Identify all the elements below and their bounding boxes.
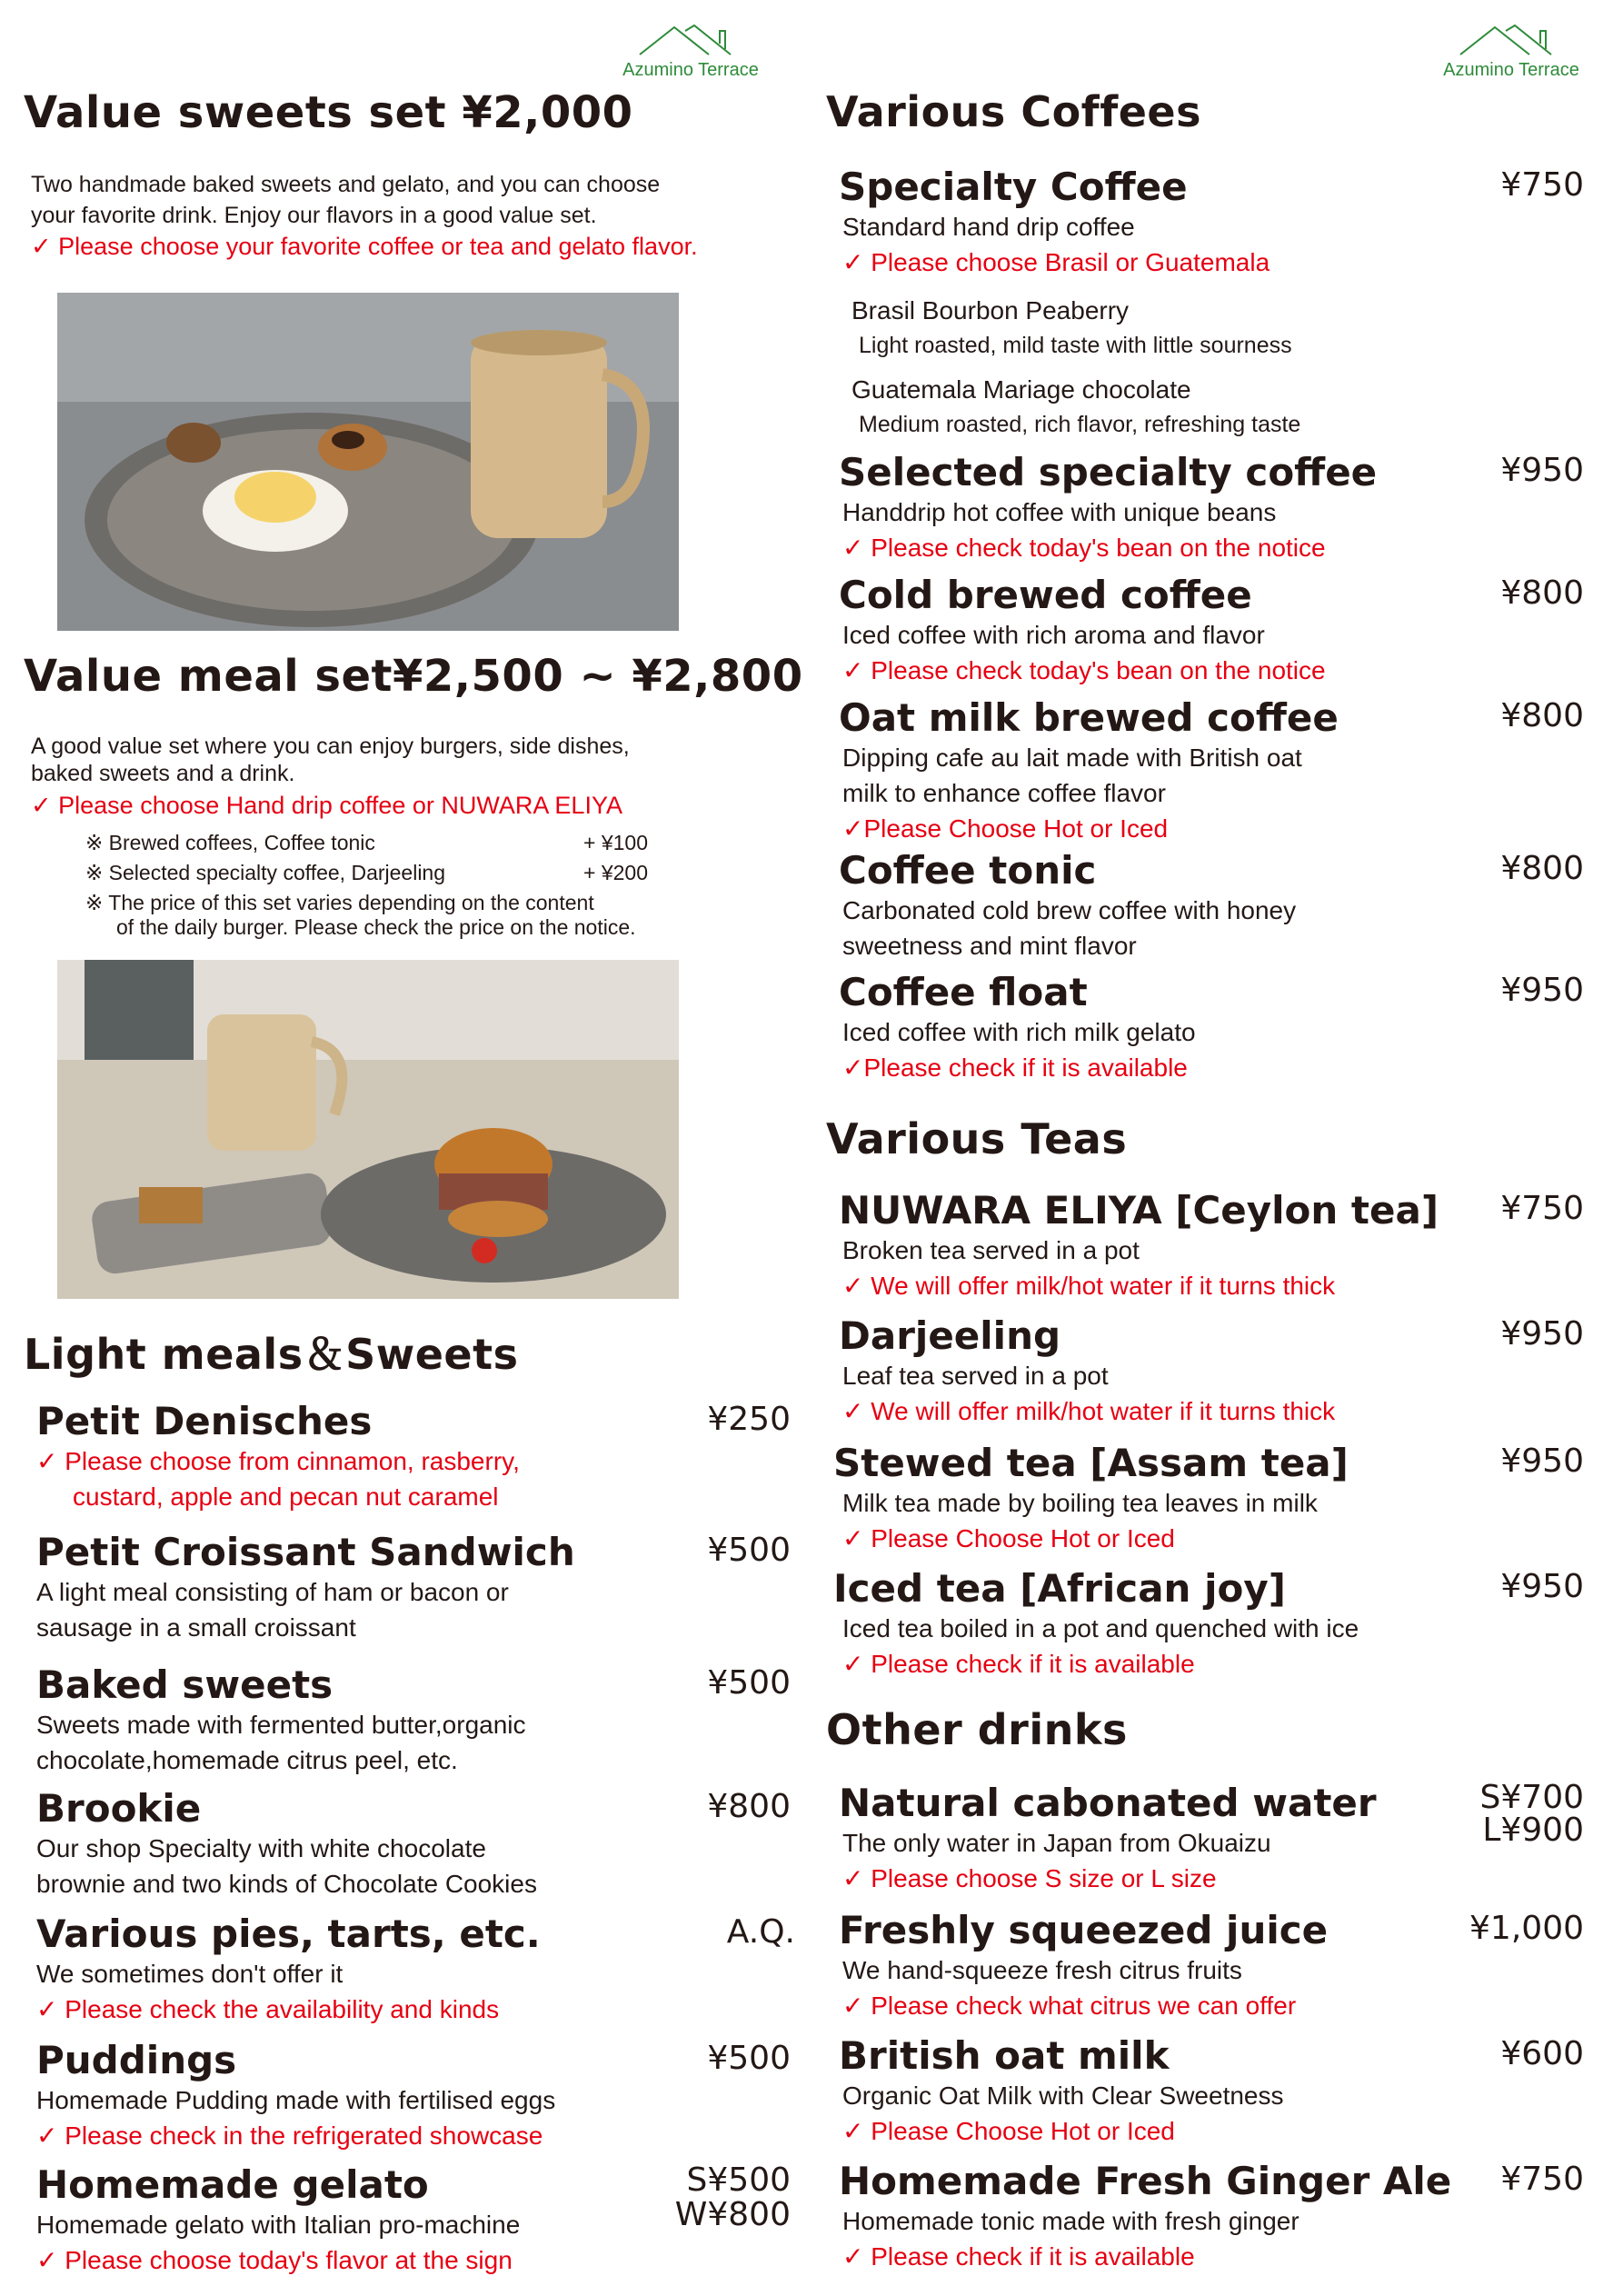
item-price	[675, 2163, 791, 2232]
item-price: ¥950	[1500, 1442, 1584, 1480]
menu-item	[839, 574, 1584, 688]
item-price: ¥250	[707, 1401, 791, 1438]
menu-item	[36, 1912, 795, 2027]
item-price: ¥500	[707, 2040, 791, 2077]
item-note: ✓ We will offer milk/hot water if it turns thick	[842, 1272, 1336, 1300]
item-name: Oat milk brewed coffee	[839, 695, 1339, 740]
check-icon: ✓	[842, 656, 864, 684]
item-note: ✓ Please check what citrus we can offer	[842, 1992, 1297, 2020]
menu-item	[839, 849, 1584, 963]
item-price: ¥950	[1500, 1568, 1584, 1605]
description-line: your favorite drink. Enjoy our flavors in a good value set.	[31, 203, 597, 228]
item-description: Iced coffee with rich aroma and flavor	[842, 621, 1265, 649]
item-description: Homemade Pudding made with fertilised eggs	[36, 2086, 556, 2114]
check-icon: ✓	[842, 2117, 864, 2145]
bean-description: Light roasted, mild taste with little sourness	[859, 333, 1292, 358]
item-description: A light meal consisting of ham or bacon or	[36, 1578, 509, 1606]
item-note: ✓ Please Choose Hot or Iced	[842, 2117, 1175, 2145]
item-note: ✓ Please check today's bean on the notice	[842, 656, 1326, 684]
item-note: ✓ Please check in the refrigerated showcase	[36, 2121, 543, 2150]
item-name: Iced tea [African joy]	[833, 1566, 1286, 1611]
item-name: Petit Denisches	[36, 1399, 373, 1443]
value-meal-description	[31, 733, 630, 824]
item-description: Milk tea made by boiling tea leaves in milk	[842, 1489, 1318, 1517]
menu-item	[839, 1779, 1584, 1896]
menu-item	[839, 1189, 1584, 1303]
menu-item	[839, 1909, 1584, 2023]
surcharge-price: + ¥200	[583, 861, 648, 884]
item-name: Petit Croissant Sandwich	[36, 1530, 575, 1574]
item-description: We sometimes don't offer it	[36, 1960, 344, 1988]
item-name: Coffee tonic	[839, 848, 1097, 893]
item-price: ¥750	[1500, 166, 1584, 204]
value-sweets-title: Value sweets set ¥2,000	[24, 87, 633, 138]
item-description: Sweets made with fermented butter,organic	[36, 1711, 526, 1739]
item-name: Baked sweets	[36, 1662, 334, 1707]
check-icon: ✓	[842, 248, 864, 276]
price-note: ※ The price of this set varies depending on the content	[85, 891, 594, 914]
brand-logo	[1429, 24, 1593, 81]
item-name: Specialty Coffee	[839, 165, 1188, 209]
item-note: ✓ Please choose Brasil or Guatemala	[842, 248, 1270, 276]
item-note: ✓ Please choose today's flavor at the sign	[36, 2246, 513, 2274]
bean-option	[851, 372, 1300, 441]
item-name: Homemade gelato	[36, 2162, 429, 2207]
item-note: ✓ Please choose from cinnamon, rasberry,	[36, 1447, 520, 1475]
bean-option	[851, 293, 1292, 362]
coffees-title: Various Coffees	[826, 87, 1201, 136]
check-icon: ✓	[36, 2246, 58, 2274]
item-price: ¥600	[1500, 2035, 1584, 2072]
reference-mark: ※	[85, 831, 104, 854]
item-price: ¥750	[1500, 2161, 1584, 2198]
item-note-continued: custard, apple and pecan nut caramel	[73, 1482, 499, 1511]
price-large: L¥900	[1482, 1812, 1584, 1849]
item-note: ✓ Please check the availability and kinds	[36, 1995, 500, 2023]
item-name: NUWARA ELIYA [Ceylon tea]	[839, 1188, 1439, 1233]
menu-item	[839, 2160, 1584, 2274]
item-description: Our shop Specialty with white chocolate	[36, 1834, 486, 1862]
value-sweets-note: ✓ Please choose your favorite coffee or tea and gelato flavor.	[31, 233, 698, 260]
surcharge-row: ※ Selected specialty coffee, Darjeeling + ¥200	[85, 861, 648, 884]
menu-item	[36, 1663, 791, 1778]
item-name: Natural cabonated water	[839, 1781, 1377, 1825]
menu-item	[833, 1442, 1584, 1556]
other-drinks-title: Other drinks	[826, 1705, 1128, 1754]
menu-item	[839, 696, 1584, 846]
menu-item	[839, 451, 1584, 565]
price-small: S¥700	[1479, 1779, 1584, 1816]
item-name: Selected specialty coffee	[839, 450, 1378, 494]
menu-item	[833, 1567, 1584, 1682]
menu-item	[839, 2034, 1584, 2149]
menu-item	[36, 1531, 791, 1645]
item-price: ¥1,000	[1469, 1910, 1584, 1947]
check-icon: ✓	[842, 1053, 864, 1082]
reference-mark: ※	[85, 861, 104, 884]
menu-item	[36, 2039, 791, 2153]
check-icon: ✓	[842, 2242, 864, 2271]
price-large: W¥800	[674, 2196, 791, 2233]
house-roof-icon	[636, 24, 745, 56]
item-name: Freshly squeezed juice	[839, 1908, 1329, 1952]
item-price: A.Q.	[726, 1913, 795, 1951]
value-meal-note: ✓ Please choose Hand drip coffee or NUWARA ELIYA	[31, 792, 622, 819]
item-name: Homemade Fresh Ginger Ale	[839, 2159, 1452, 2203]
check-icon: ✓	[31, 792, 52, 819]
teas-title: Various Teas	[826, 1114, 1128, 1163]
item-note: ✓ Please Choose Hot or Iced	[842, 1524, 1175, 1552]
item-description: Iced coffee with rich milk gelato	[842, 1018, 1196, 1046]
surcharge-price: + ¥100	[583, 831, 648, 854]
item-name: Various pies, tarts, etc.	[36, 1912, 541, 1956]
check-icon: ✓	[842, 1272, 864, 1300]
value-meal-title: Value meal set¥2,500 ~ ¥2,800	[24, 651, 803, 702]
item-price: ¥800	[707, 1788, 791, 1825]
check-icon: ✓	[842, 1864, 864, 1892]
item-price: ¥750	[1500, 1190, 1584, 1227]
item-description: sausage in a small croissant	[36, 1613, 356, 1642]
item-price: ¥950	[1500, 972, 1584, 1009]
item-price: ¥800	[1500, 850, 1584, 887]
check-icon: ✓	[36, 1447, 58, 1475]
check-icon: ✓	[842, 1650, 864, 1678]
item-description: The only water in Japan from Okuaizu	[842, 1829, 1271, 1857]
item-description: brownie and two kinds of Chocolate Cookies	[36, 1870, 537, 1898]
item-note: ✓ We will offer milk/hot water if it turns thick	[842, 1397, 1336, 1425]
item-description: Dipping cafe au lait made with British oat	[842, 744, 1302, 772]
item-description: milk to enhance coffee flavor	[842, 779, 1166, 807]
item-description: sweetness and mint flavor	[842, 932, 1137, 960]
menu-item	[839, 165, 1584, 280]
menu-item	[36, 2163, 791, 2278]
price-small: S¥500	[686, 2161, 791, 2199]
check-icon: ✓	[842, 1992, 864, 2020]
item-name: British oat milk	[839, 2033, 1170, 2078]
description-line: baked sweets and a drink.	[31, 761, 295, 786]
item-description: Homemade tonic made with fresh ginger	[842, 2207, 1299, 2235]
bean-name: Brasil Bourbon Peaberry	[851, 296, 1130, 324]
item-price: ¥800	[1500, 574, 1584, 612]
item-description: Organic Oat Milk with Clear Sweetness	[842, 2081, 1284, 2110]
brand-name: Azumino Terrace	[622, 60, 759, 80]
light-meals-title: Light meals＆Sweets	[24, 1330, 519, 1379]
check-icon: ✓	[36, 1995, 58, 2023]
item-name: Brookie	[36, 1786, 202, 1831]
item-name: Cold brewed coffee	[839, 573, 1252, 617]
house-roof-icon	[1457, 24, 1566, 56]
item-note: ✓Please Choose Hot or Iced	[842, 814, 1169, 843]
item-description: Standard hand drip coffee	[842, 213, 1135, 241]
check-icon: ✓	[842, 1397, 864, 1425]
surcharge-list	[85, 831, 685, 940]
item-description: Broken tea served in a pot	[842, 1236, 1140, 1264]
bean-name: Guatemala Mariage chocolate	[851, 375, 1191, 404]
menu-item	[36, 1400, 791, 1514]
item-name: Coffee float	[839, 970, 1088, 1014]
sweets-set-photo	[57, 293, 679, 631]
description-line: Two handmade baked sweets and gelato, and you can choose	[31, 172, 661, 197]
item-description: We hand-squeeze fresh citrus fruits	[842, 1956, 1242, 1984]
bean-description: Medium roasted, rich flavor, refreshing taste	[859, 412, 1301, 437]
item-price: ¥800	[1500, 697, 1584, 734]
item-description: Leaf tea served in a pot	[842, 1362, 1109, 1390]
menu-item	[36, 1787, 791, 1902]
surcharge-row: ※ Brewed coffees, Coffee tonic + ¥100	[85, 831, 648, 854]
item-description: chocolate,homemade citrus peel, etc.	[36, 1746, 458, 1774]
check-icon: ✓	[31, 233, 52, 260]
item-note: ✓ Please check if it is available	[842, 1650, 1195, 1678]
brand-name: Azumino Terrace	[1443, 60, 1579, 80]
check-icon: ✓	[842, 1524, 864, 1552]
item-description: Homemade gelato with Italian pro-machine	[36, 2211, 521, 2239]
item-price: ¥500	[707, 1532, 791, 1569]
meal-set-photo	[57, 960, 679, 1299]
item-name: Puddings	[36, 2038, 237, 2082]
item-price	[1479, 1779, 1584, 1849]
value-sweets-description	[31, 169, 698, 262]
price-note-continued: of the daily burger. Please check the price on the notice.	[116, 915, 636, 939]
reference-mark: ※	[85, 891, 104, 914]
item-description: Carbonated cold brew coffee with honey	[842, 896, 1297, 924]
item-price: ¥500	[707, 1664, 791, 1702]
item-note: ✓ Please check today's bean on the notice	[842, 534, 1326, 562]
check-icon: ✓	[36, 2121, 58, 2150]
item-description: Iced tea boiled in a pot and quenched with ice	[842, 1614, 1359, 1642]
item-name: Stewed tea [Assam tea]	[833, 1441, 1349, 1485]
item-note: ✓ Please choose S size or L size	[842, 1864, 1217, 1892]
menu-item	[839, 1314, 1584, 1429]
item-price: ¥950	[1500, 452, 1584, 489]
check-icon: ✓	[842, 814, 864, 843]
item-description: Handdrip hot coffee with unique beans	[842, 498, 1277, 526]
item-price: ¥950	[1500, 1315, 1584, 1353]
check-icon: ✓	[842, 534, 864, 562]
item-note: ✓ Please check if it is available	[842, 2242, 1195, 2271]
item-note: ✓Please check if it is available	[842, 1053, 1188, 1082]
menu-item	[839, 971, 1584, 1085]
description-line: A good value set where you can enjoy burgers, side dishes,	[31, 734, 630, 759]
brand-logo	[609, 24, 772, 81]
item-name: Darjeeling	[839, 1313, 1061, 1358]
